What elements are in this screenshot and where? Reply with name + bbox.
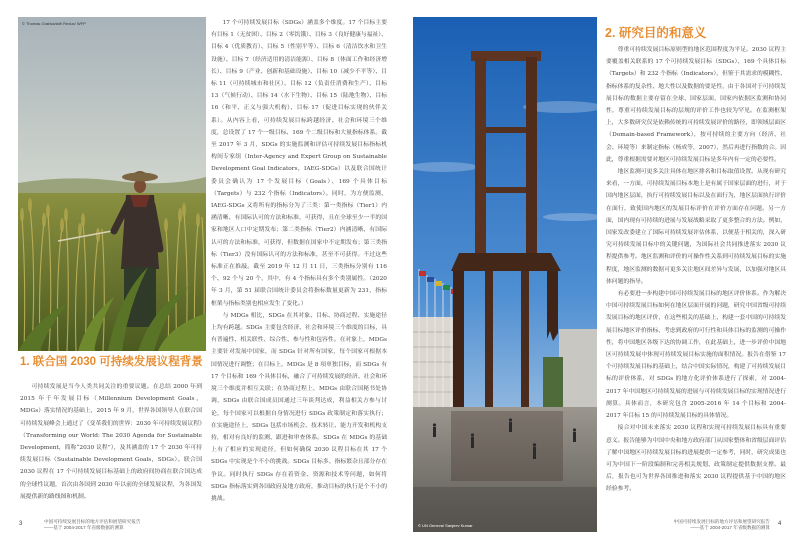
photo-credit-caption: © Thomas Grabka/laif/ Redux/ WFP xyxy=(22,21,86,26)
paragraph: 地区监测可更多关注具体在地区排名和目标取值设置。从现有研究来看，一方面，可持续发展目标本地上是有属于国家层面的进行，对于国内地区层面，执行可持续发展目标以及在面行为，地区层面执行评价在面行，致使国内地区的发展目标评价在评价方面存在问题。另一方面，国内现有可持续的进展与发展战略采取了更多整合的方法。例如，国家发改委建立了国际可持续发展评估体系，以便基于相关的，深入研究可持续发展目标中的关键问题，为国际社会共同推进落实 2030 议程提供参考。地区监测和评价的可操作性关系到可持续发展目标的实施程度，地区监测的数据可更多关注地区间差异与发展，以加强对地区具体问题的指导。 xyxy=(606,169,786,285)
paragraph: 接合对中国未来落实 2030 议程和实现可持续发展目标具有重要意义。报告能够为中国中央和地方政府部门从国家整体和省级层面评估了解中国地区可持续发展目标的进展提供一定参考，同时，研究成果也可为中国下一阶段编制和完善相关规划、政策制定提供数据支撑。最后，报告也可为世界各国推进和落实 2030 议程提供基于中国的地区经验参考。 xyxy=(606,425,786,493)
right-page xyxy=(400,0,800,543)
paragraph: 17 个可持续发展目标（SDGs）涵盖多个维度。17 个目标主要有目标 1（无贫困）、目标 2（零饥饿）、目标 3（良好健康与福祉）、目标 4（优质教育）、目标 5（性别平等）、目标 6（清洁饮水和卫生设施）、目标 7（经济适用的清洁能源）、目标 8（体面工作和经济增长）、目标 9（产业、创新和基础设施）、目标 10（减少不平等）、目标 11（可持续城市和社区）、目标 12（负责任消费和生产）、目标 13（气候行动）、目标 14（水下生物）、目标 15（陆地生物）、目标 16（和平、正义与强大机构）、目标 17（促进目标实现的伙伴关系）。从内容上看，可持续发展目标跨越经济、社会和环境三个维度，总设置了 17 个一级目标、169 个二级目标和大量指标体系。截至 2017 年 3 月，SDGs 的实施监测和评估可持续发展目标指标机构间专家组（Inter-Agency and Expert Group on Sustainable Development Goal Indicators，IAEG-SDGs）以及联合国统计委员会确认为 17 个发展目标（Goals）、169 个具体目标（Targets）与 232 个指标（Indicators）。同时，为方便监测，IAEG-SDGs 又将所有的指标分为了三类：第一类指标（Tier1）内涵清晰、有国际认可的方法和标准，可获得，且在全球至少一半的国家和地区人口中定期发布；第二类指标（Tier2）内涵清晰、有国际认可的方法和标准，可获得，但数据在国家中不定期发布；第三类指标（Tier3）没有国际认可的方法和标准，甚至不可获得。不过这些标准正在推敲。截至 2019 年 12 月 11 日，三类指标分别有 116 个、92 个与 20 个，其中，有 4 个指标具有多个类别属性。（2020 年 3 月，第 51 届联合国统计委员会将指标数量更新为 231，指标框架与指标类别也相应发生了变化。） xyxy=(211,20,387,307)
paragraph: 与 MDGs 相比，SDGs 在其对象、目标、协商过程、实施途径上均有跨越。SDGs 主要包含经济、社会和环境三个维度的目标，具有普遍性、相关联性、综合性、参与性和包容性。在对象上，MDGs 主要针对发展中国家，而 SDGs 针对所有国家，每个国家可根据本国情况进行调整；在目标上，MDGs 是 8 项单独目标，而 SDGs 有 17 个目标和 169 个具体目标，融合了可持续发展的经济、社会和环境三个维度并相互关联；在协商过程上，MDGs 由联合国秘书处协调，SDGs 由联合国成员国通过三年谈判达成，利益相关方参与讨论，每个国家可以根据自身情况进行 SDGs 政策制定和落实执行；在实施途径上，SDGs 包括市场机会、技术转让、能力开发和机构支持，相对有良好的监测、跟进和审查体系。SDGs 在 MDGs 的基础上有了相应的实现途径，但如何确保 2030 议程目标在其 17 个 SDGs 中实现是个不小的挑战。SDGs 目标多、指标繁杂且部分存在争议。同时执行 SDGs 存在着资金、资源和技术等问题，如何将 SDGs 指标落实到各国政府及地方政府，推动目标的执行是个不小的挑战。 xyxy=(211,312,387,502)
page-number: 3 xyxy=(19,521,23,527)
section-heading-purpose: 2. 研究目的和意义 xyxy=(605,26,707,40)
broken-chair-monument-photo xyxy=(413,17,597,532)
section-body-text xyxy=(20,381,202,511)
page-number: 4 xyxy=(778,521,782,527)
photo-credit-caption: © UN Geneva/ Sanjeev Kumar xyxy=(418,523,473,528)
footer-title: 中国可持续发展目标的地方评估和展望研究报告 xyxy=(44,519,141,524)
footer-subtitle: ——基于 2004-2017 年省级数据的测算 xyxy=(690,525,770,530)
footer-title: 中国可持续发展目标的地方评估和展望研究报告 xyxy=(673,519,770,524)
section-heading-background: 1. 联合国 2030 可持续发展议程背景 xyxy=(20,356,203,368)
paragraph: 有必要进一步构建中国可持续发展目标的地区评价体系。作为解决中国可持续发展目标如何在地区层面开展的问题，研究中国省级可持续发展目标的地区评价，在这些相关的基础上，构建一套中国的可持续发展目标地区评价指标，考虑到政府的可行性和具体目标的监测的可操作性，将中国地区各级下达的协调工作，在此基础上，进一步评价中国地区可持续发展中体现可持续发展目标实施的面积情况。报告在借鉴 17 个可持续发展目标的基础上，结合中国实际情况，构建了可持续发展目标的评价体系，对 SDGs 的地方化评价体系进行了探索，对 2004-2017 年中国地区可持续发展的进展与可持续发展目标的实现情况进行测算。具体而言，本研究包含 2005-2016 年 14 个目标和 2004-2017 年目标 15 的可持续发展目标的具体情况。 xyxy=(606,291,786,420)
running-footer xyxy=(674,519,770,531)
running-footer xyxy=(44,519,140,531)
paragraph: 尊重可持续发展目标原则型的地区范围程度为平足。2030 议程主要覆盖相关联系的 17 个可持续发展目标（SDGs）、169 个具体目标（Targets）和 232 个指标（Indicators），但鉴于其需求的模糊性、指标体系的复杂性、地大性以及数据的要是性，由于各国对于可持续发展目标的数据主要存留在全球、国家层面，国家内依据区监测和协同性，尊重可持续发展目标的层规的评价工作也较为罕见。在监测框架上，大多数研究仅是依赖传统的可持续发展评价的路径，即领域层面区（Domain-based Framework），按可持续的主要方向（经济、社会、环境等）来制定指标（杨成等，2007），然后再进行指数的合。因此，尊重根据需要对地区可持续发展目标是多年内有一定的必要性。 xyxy=(606,47,786,163)
body-column-text xyxy=(211,17,387,515)
body-column-text xyxy=(606,44,786,518)
farmer-in-field-photo xyxy=(18,17,206,351)
paragraph: 可持续发展是当今人类共同关注的重要议题。在总结 2000 年到 2015 年千年发展目标（Millennium Development Goals，MDGs）落实情况的基础上，2015 年 9 月，世界各国领导人在联合国可持续发展峰会上通过了《变革我们的世界：2030 年可持续发展议程》（Transforming our World: The 2030 Agenda for Sustainable Development，简称“2030 议程”），及其涵盖的 17 个 2030 年可持续发展目标（Sustainable Development Goals，SDGs）。联合国 2030 议程在 17 个可持续发展目标基础上的政府间协商在联合国达成的全球性议题，首次由各国到 2030 年以前的全球发展议程，为各国发展提供新的路线图和机制。 xyxy=(20,384,202,500)
footer-subtitle: ——基于 2004-2017 年省级数据的测算 xyxy=(44,525,124,530)
